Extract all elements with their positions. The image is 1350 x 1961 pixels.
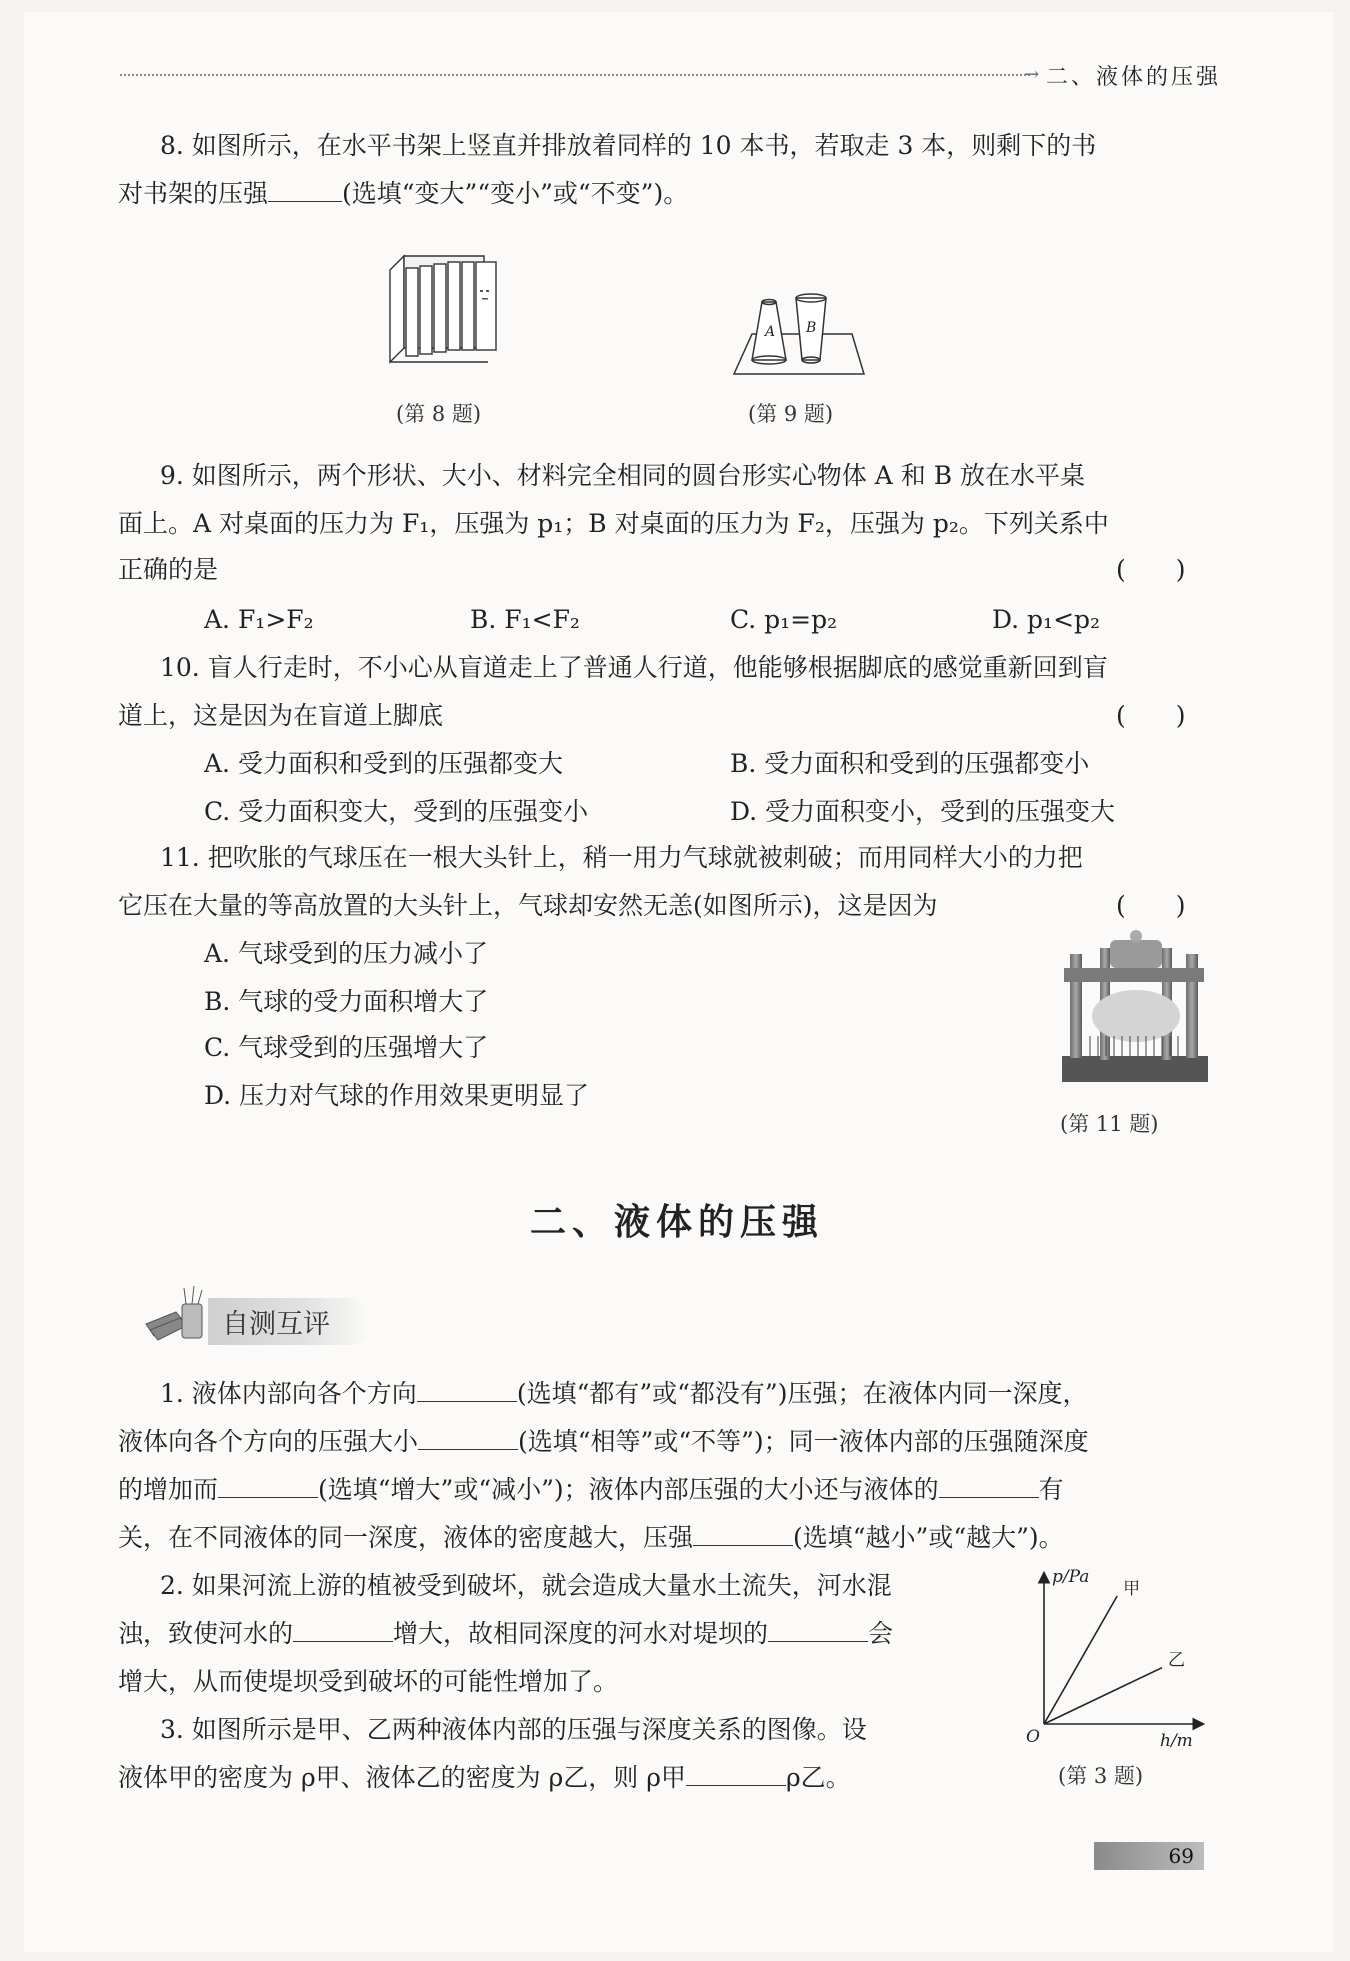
s1-line3-end: 有: [1038, 1475, 1064, 1504]
q9-option-a: A. F₁>F₂: [204, 605, 314, 634]
fig11-caption: (第 11 题): [1060, 1112, 1159, 1136]
pencil-cup-icon: [142, 1284, 212, 1348]
q11-option-c: C. 气球受到的压强增大了: [204, 1033, 489, 1062]
q11-line2: 它压在大量的等高放置的大头针上，气球却安然无恙(如图所示)，这是因为: [118, 891, 938, 920]
s1-line1: [160, 1370, 1087, 1418]
q9-answer-paren: ( ): [1116, 555, 1186, 584]
s1-line2-start: 液体向各个方向的压强大小: [118, 1427, 419, 1456]
q10-option-c: C. 受力面积变大，受到的压强变小: [204, 797, 589, 826]
s3-blank: [686, 1759, 786, 1786]
s1-line2-end: (选填“相等”或“不等”)；同一液体内部的压强随深度: [518, 1427, 1089, 1456]
s2-blank-1: [293, 1615, 393, 1642]
s3-line2: [118, 1754, 851, 1802]
origin-label: O: [1026, 1727, 1040, 1747]
s2-line2-start: 浊，致使河水的: [118, 1619, 294, 1648]
workbook-page: [24, 12, 1334, 1952]
q8-line2: [118, 170, 688, 218]
s1-line2: [118, 1418, 1089, 1466]
s1-blank-4: [939, 1471, 1039, 1498]
fig9-label-b: B: [806, 320, 817, 336]
s1-line3-mid: (选填“增大”或“减小”)；液体内部压强的大小还与液体的: [318, 1475, 939, 1504]
q11-line1: 11. 把吹胀的气球压在一根大头针上，稍一用力气球就被刺破；而用同样大小的力把: [160, 843, 1083, 872]
s2-line2-mid: 增大，故相同深度的河水对堤坝的: [393, 1619, 769, 1648]
fig9-caption: (第 9 题): [748, 402, 834, 426]
q11-option-d: D. 压力对气球的作用效果更明显了: [204, 1081, 590, 1110]
q10-option-b: B. 受力面积和受到的压强都变小: [730, 749, 1090, 778]
s1-line3: [118, 1466, 1064, 1514]
books-figure: [384, 252, 504, 370]
s2-line1: 2. 如果河流上游的植被受到破坏，就会造成大量水土流失，河水混: [160, 1571, 892, 1600]
q8-blank: [268, 175, 342, 202]
q10-answer-paren: ( ): [1116, 701, 1186, 730]
q9-option-d: D. p₁<p₂: [992, 605, 1101, 634]
header-rule: [120, 74, 1030, 76]
pin-bed-photo: [1050, 924, 1216, 1086]
q10-line2: 道上，这是因为在盲道上脚底: [118, 701, 444, 730]
q10-line1: 10. 盲人行走时，不小心从盲道走上了普通人行道，他能够根据脚底的感觉重新回到盲: [160, 653, 1108, 682]
header-arrow-icon: →: [1024, 64, 1040, 85]
q10-option-d: D. 受力面积变小，受到的压强变大: [730, 797, 1116, 826]
fig9-label-a: A: [765, 324, 776, 340]
s2-line2: [118, 1610, 893, 1658]
s3-line1: 3. 如图所示是甲、乙两种液体内部的压强与深度关系的图像。设: [160, 1715, 867, 1744]
q9-line3: 正确的是: [118, 555, 219, 584]
s1-blank-2: [418, 1423, 518, 1450]
q9-line1: 9. 如图所示，两个形状、大小、材料完全相同的圆台形实心物体 A 和 B 放在水平桌: [160, 461, 1086, 490]
s1-blank-3: [218, 1471, 318, 1498]
fig8-caption: (第 8 题): [396, 402, 482, 426]
q9-line2: 面上。A 对桌面的压力为 F₁，压强为 p₁；B 对桌面的压力为 F₂，压强为 p₂。下列关系中: [118, 509, 1109, 538]
s1-blank-5: [693, 1519, 793, 1546]
q11-option-b: B. 气球的受力面积增大了: [204, 987, 489, 1016]
y-axis-label: p/Pa: [1052, 1567, 1090, 1587]
s1-line4: [118, 1514, 1064, 1562]
q11-answer-paren: ( ): [1116, 891, 1186, 920]
page-number: 69: [1094, 1842, 1204, 1870]
q10-option-a: A. 受力面积和受到的压强都变大: [204, 749, 563, 778]
s2-line2-end: 会: [868, 1619, 894, 1648]
q9-option-b: B. F₁<F₂: [470, 605, 580, 634]
q8-line1: 8. 如图所示，在水平书架上竖直并排放着同样的 10 本书，若取走 3 本，则剩下的书: [160, 131, 1097, 160]
series-line-yi: [1044, 1668, 1162, 1724]
s1-line1-end: (选填“都有”或“都没有”)压强；在液体内同一深度，: [516, 1379, 1088, 1408]
s2-blank-2: [768, 1615, 868, 1642]
s1-line3-start: 的增加而: [118, 1475, 219, 1504]
s1-line1-start: 1. 液体内部向各个方向: [160, 1379, 417, 1408]
q11-option-a: A. 气球受到的压力减小了: [204, 939, 488, 968]
s3-line2-end: ρ乙。: [785, 1763, 851, 1792]
fig3-caption: (第 3 题): [1058, 1764, 1144, 1788]
s1-blank-1: [417, 1375, 517, 1402]
header-title: 二、液体的压强: [1046, 65, 1222, 90]
s1-line4-end: (选填“越小”或“越大”)。: [793, 1523, 1064, 1552]
s3-line2-start: 液体甲的密度为 ρ甲、液体乙的密度为 ρ乙，则 ρ甲: [118, 1763, 686, 1792]
section-title: 二、液体的压强: [530, 1202, 825, 1243]
q9-option-c: C. p₁=p₂: [730, 605, 838, 634]
q8-line2-end: (选填“变大”“变小”或“不变”)。: [342, 179, 689, 208]
x-axis-label: h/m: [1160, 1731, 1193, 1751]
q8-line2-start: 对书架的压强: [118, 179, 269, 208]
frustums-figure: [730, 290, 870, 382]
self-test-badge: 自测互评: [208, 1298, 370, 1345]
series-label-jia: 甲: [1123, 1579, 1141, 1599]
s2-line3: 增大，从而使堤坝受到破坏的可能性增加了。: [118, 1667, 619, 1696]
series-line-jia: [1044, 1596, 1117, 1724]
pressure-depth-chart: [988, 1560, 1218, 1751]
series-label-yi: 乙: [1168, 1650, 1185, 1671]
s1-line4-start: 关，在不同液体的同一深度，液体的密度越大，压强: [118, 1523, 694, 1552]
